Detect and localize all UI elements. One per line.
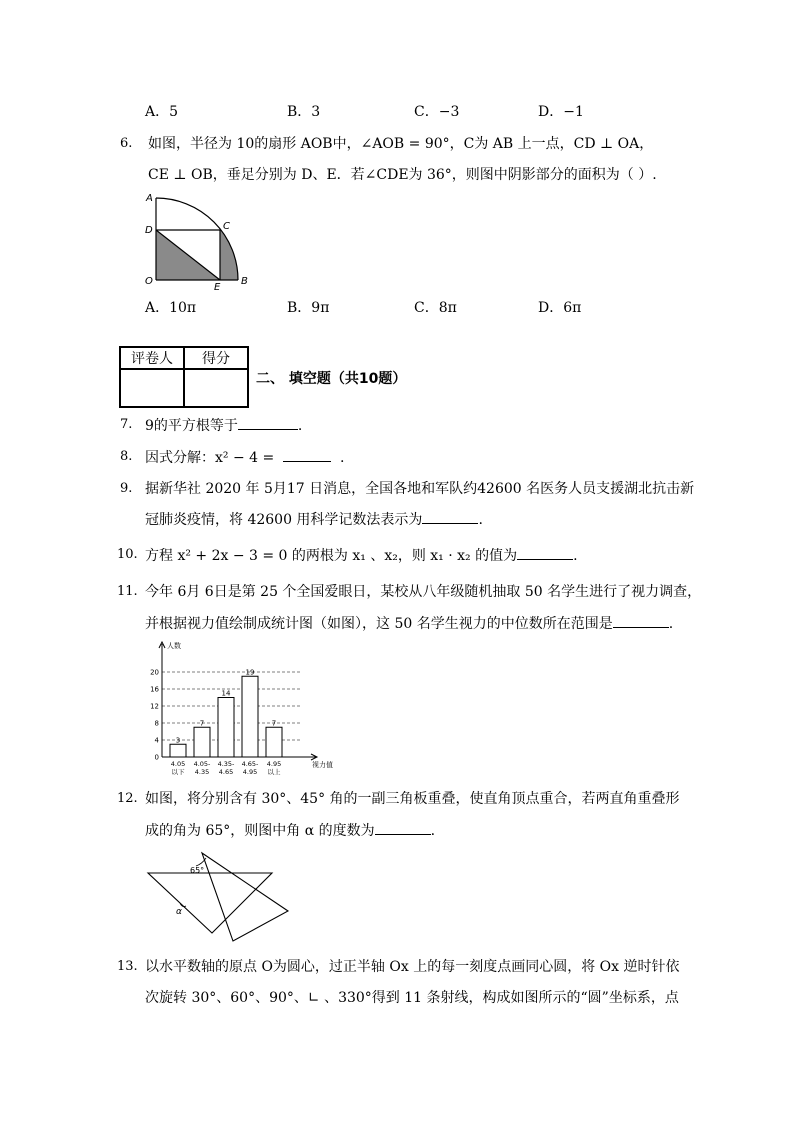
grader-cell (120, 369, 184, 407)
x-tick-label: 以上 (267, 768, 281, 776)
y-axis-label: 人数 (167, 642, 181, 650)
bar (170, 744, 186, 757)
q12-line1: 如图，将分别含有 30°、45° 角的一副三角板重叠，使直角顶点重合，若两直角重叠形 (145, 791, 680, 807)
q8-line (145, 447, 345, 468)
q12-alpha-label: α (176, 907, 182, 917)
bar-value-label: 19 (245, 668, 255, 677)
score-cell (184, 369, 248, 407)
q6-shaded-segment (220, 230, 238, 280)
y-tick-label: 4 (154, 736, 159, 745)
q5-option-a: A．5 (145, 104, 179, 120)
q5-option-c: C．−3 (414, 104, 460, 120)
bar (218, 698, 234, 758)
q7-text: 9的平方根等于 (145, 418, 238, 434)
q7-blank (238, 415, 298, 430)
q6-line2: CE ⊥ OB，垂足分别为 D、E．若∠CDE为 36°，则图中阴影部分的面积为（ ）. (148, 167, 657, 183)
y-tick-label: 12 (150, 702, 159, 711)
q12-triangles-figure (140, 850, 300, 946)
q6-label-a: A (146, 193, 153, 204)
q12-end: . (430, 823, 436, 839)
q7-line (145, 415, 302, 436)
q10-blank (517, 545, 573, 560)
x-tick-label: 4.05- (193, 760, 211, 768)
x-tick-label: 4.95 (266, 760, 282, 768)
q11-vision-chart (140, 636, 340, 782)
q9-blank (422, 509, 478, 524)
bar-value-label: 3 (175, 736, 181, 745)
q12-triangle-45 (148, 873, 272, 933)
q11-text: 并根据视力值绘制成统计图（如图），这 50 名学生视力的中位数所在范围是 (145, 616, 613, 632)
q12-number: 12. (117, 791, 138, 806)
q8-blank (283, 447, 331, 462)
x-tick-label: 以下 (171, 768, 185, 776)
q6-option-b: B．9π (287, 300, 330, 316)
q6-label-c: C (223, 221, 230, 232)
x-tick-label: 4.35- (217, 760, 235, 768)
q6-line1: 如图，半径为 10的扇形 AOB中，∠AOB = 90°，C为 AB 上一点，CD ⊥ OA， (148, 136, 654, 152)
q12-text: 成的角为 65°，则图中角 α 的度数为 (145, 823, 375, 839)
y-tick-label: 8 (154, 719, 159, 728)
q10-text: 方程 x² + 2x − 3 = 0 的两根为 x₁ 、x₂，则 x₁ · x₂ 的值为 (145, 548, 518, 564)
q13-number: 13. (117, 959, 138, 974)
q5-option-b: B．3 (287, 104, 321, 120)
q9-text: 冠肺炎疫情，将 42600 用科学记数法表示为 (145, 512, 423, 528)
q13-line1: 以水平数轴的原点 O为圆心，过正半轴 Ox 上的每一刻度点画同心圆，将 Ox 逆时针依 (145, 959, 680, 975)
q5-option-d: D．−1 (538, 104, 584, 120)
q12-angle-65-label: 65° (190, 866, 205, 875)
y-tick-label: 0 (154, 753, 159, 762)
q8-number: 8. (120, 449, 133, 464)
q10-end: . (573, 548, 578, 564)
x-axis-label: 视力值 (312, 761, 333, 769)
q6-sector-figure (140, 190, 260, 292)
bar-value-label: 14 (221, 689, 231, 698)
q12-line2 (145, 820, 435, 841)
q6-option-c: C．8π (414, 300, 457, 316)
x-tick-label: 4.35 (194, 768, 210, 776)
section-heading: 二、 填空题（共10题） (256, 371, 407, 387)
q6-label-o: O (145, 276, 153, 287)
bar (194, 727, 210, 757)
bar-value-label: 7 (271, 719, 277, 728)
bar-value-label: 7 (199, 719, 205, 728)
q11-number: 11. (117, 584, 138, 599)
q8-end: . (340, 450, 345, 466)
x-tick-label: 4.05 (170, 760, 186, 768)
bar (242, 676, 258, 757)
q11-line1: 今年 6月 6日是第 25 个全国爱眼日，某校从八年级随机抽取 50 名学生进行了视力调查， (145, 584, 702, 600)
q6-option-d: D．6π (538, 300, 582, 316)
y-tick-label: 16 (150, 685, 159, 694)
q11-blank (613, 613, 669, 628)
q12-triangle-30 (202, 853, 288, 941)
q7-end: . (297, 418, 303, 434)
bar (266, 727, 282, 757)
q9-line1: 据新华社 2020 年 5月17 日消息，全国各地和军队约42600 名医务人员支援湖北抗击新 (145, 481, 695, 497)
q13-line2: 次旋转 30°、60°、90°、∟ 、330°得到 11 条射线，构成如图所示的“圆”坐标系，点 (145, 990, 679, 1006)
q9-end: . (478, 512, 483, 528)
q6-label-e: E (214, 282, 221, 292)
q6-option-a: A．10π (145, 300, 197, 316)
q9-line2 (145, 509, 483, 530)
q10-line (145, 545, 578, 566)
q12-blank (375, 820, 431, 835)
q6-label-d: D (145, 225, 153, 236)
x-tick-label: 4.95 (242, 768, 258, 776)
q9-number: 9. (120, 481, 133, 496)
q8-text: 因式分解：x² − 4 = (145, 450, 275, 466)
x-tick-label: 4.65- (241, 760, 259, 768)
grader-table (119, 346, 249, 408)
q7-number: 7. (120, 417, 133, 432)
q11-end: . (668, 616, 674, 632)
y-tick-label: 20 (150, 668, 159, 677)
q6-label-b: B (241, 276, 248, 287)
q10-number: 10. (117, 547, 138, 562)
x-tick-label: 4.65 (218, 768, 234, 776)
q11-line2 (145, 613, 673, 634)
q6-number: 6. (120, 136, 133, 151)
score-header: 得分 (184, 347, 248, 369)
grader-header: 评卷人 (120, 347, 184, 369)
